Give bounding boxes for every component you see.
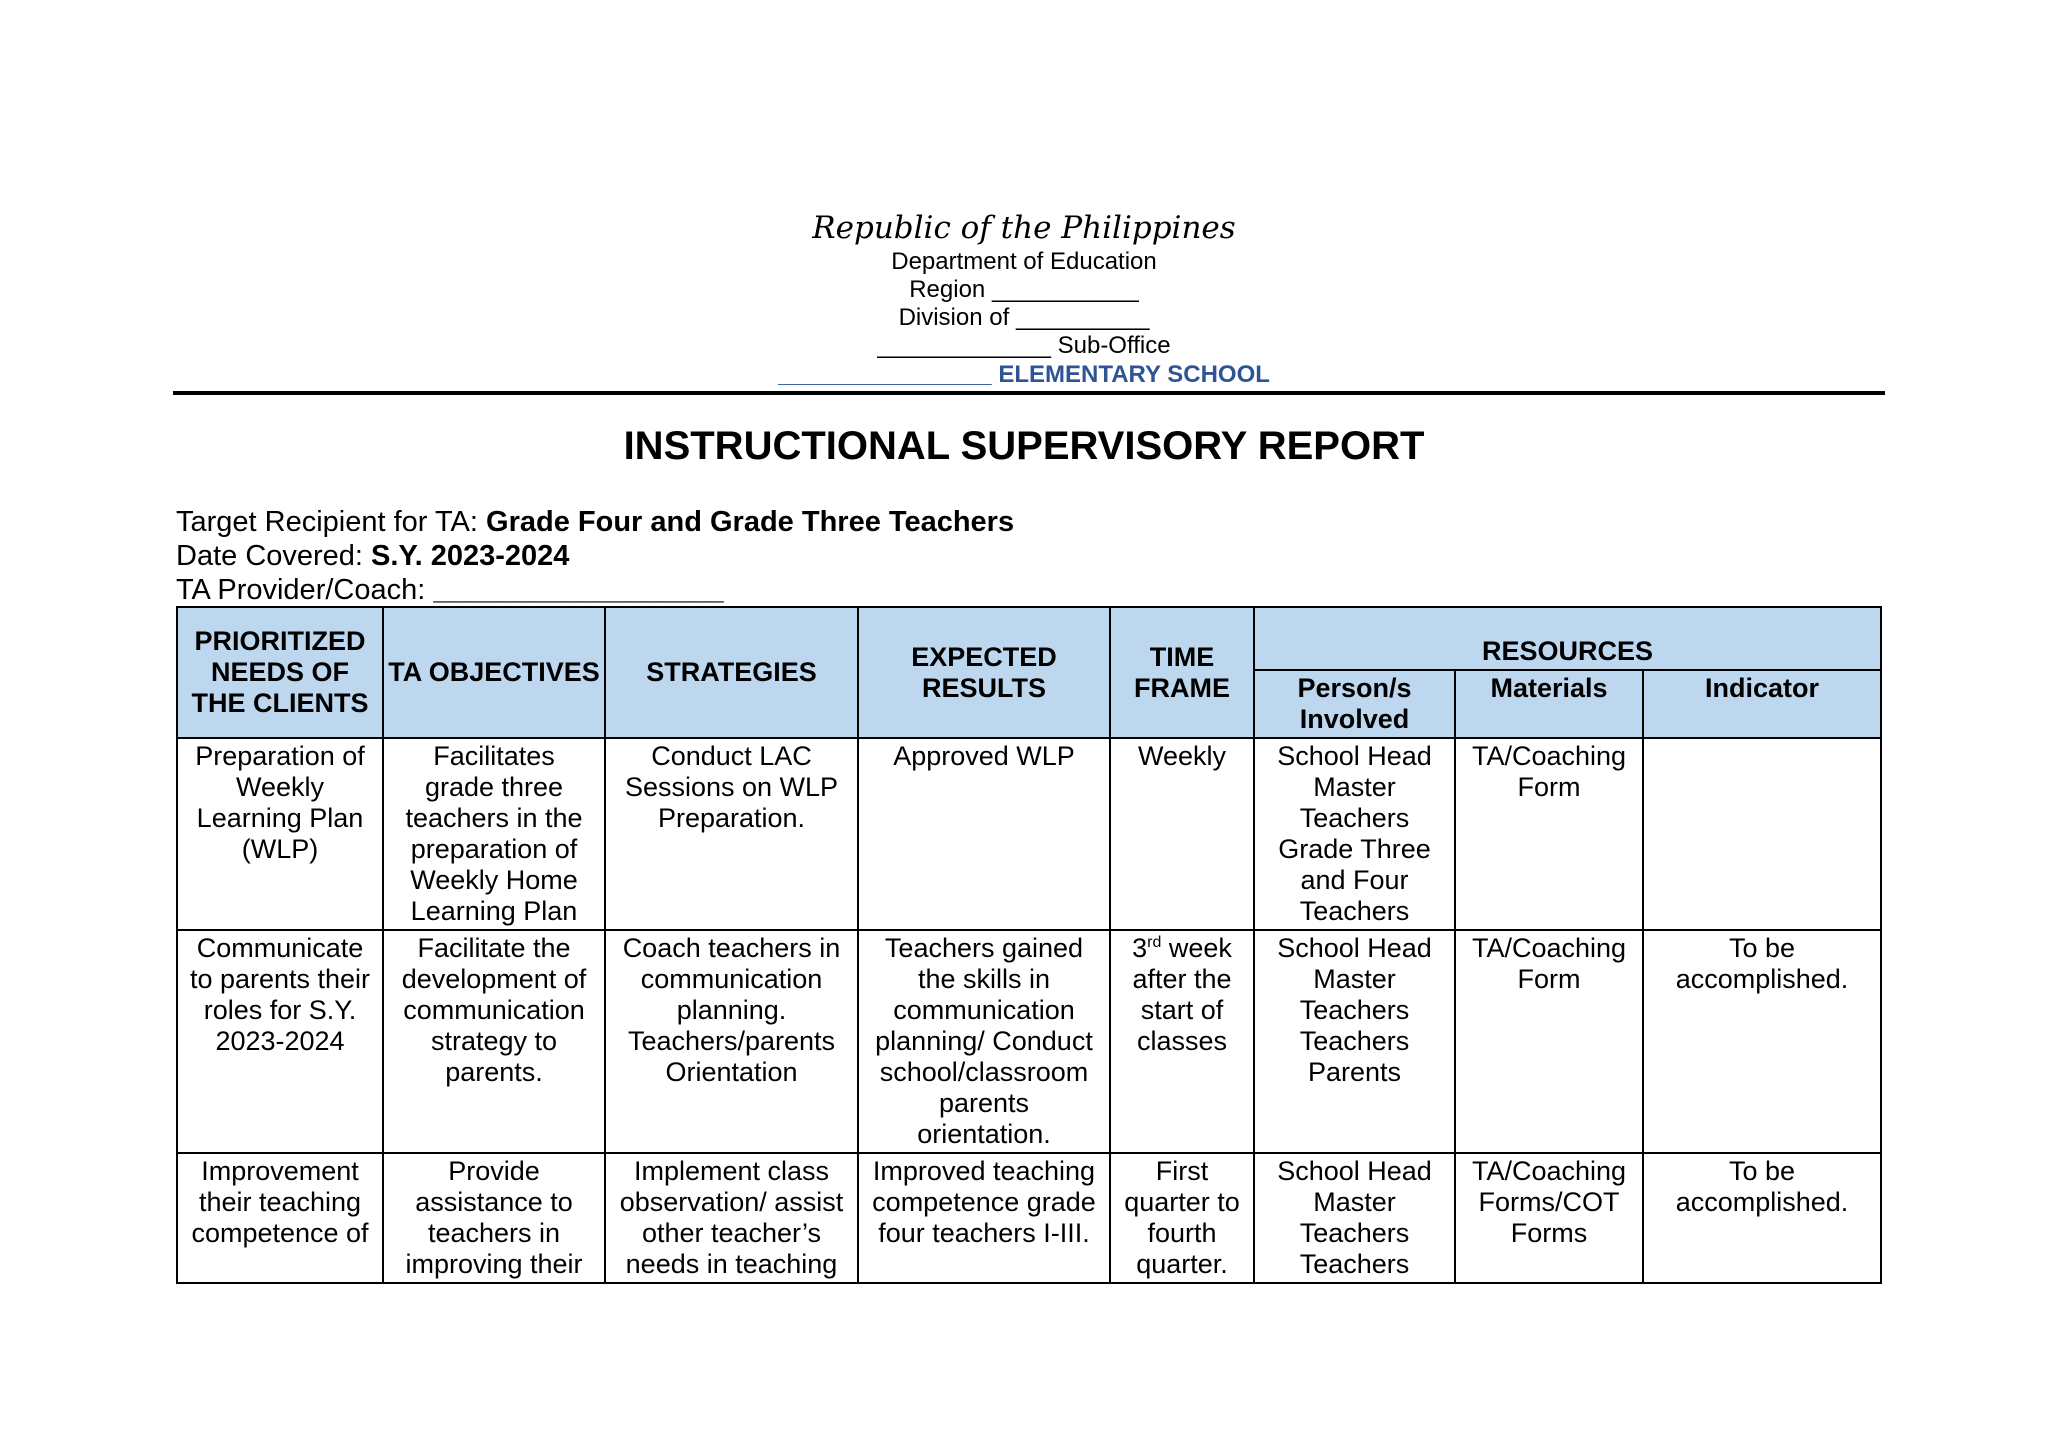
date-label: Date Covered: [176,540,372,572]
provider-line [176,573,1014,607]
header-strategies: STRATEGIES [605,607,858,738]
school-blank: ________________ [778,361,992,388]
school-label: ELEMENTARY SCHOOL [998,361,1270,388]
table-row [177,930,1881,1153]
recipient-value: Grade Four and Grade Three Teachers [486,506,1015,538]
letterhead [0,208,2048,390]
department-line: Department of Education [891,248,1157,275]
cell-indicator [1643,738,1881,930]
recipient-line [176,505,1014,539]
cell-strategies: Implement class observation/ assist other teacher’s needs in teaching [605,1153,858,1283]
cell-timeframe: First quarter to fourth quarter. [1110,1153,1254,1283]
cell-persons: School Head Master Teachers Teachers [1254,1153,1455,1283]
provider-value: __________________ [433,574,724,606]
header-materials: Materials [1455,670,1643,738]
school-line [0,360,2048,390]
header-results: EXPECTED RESULTS [858,607,1110,738]
cell-strategies: Coach teachers in communication planning. Teachers/parents Orientation [605,930,858,1153]
cell-results: Improved teaching competence grade four teachers I-III. [858,1153,1110,1283]
supervisory-table [176,606,1882,1284]
republic-line: Republic of the Philippines [812,210,1236,246]
timeframe-ordinal: 3 [1132,933,1148,963]
cell-needs: Improvement their teaching competence of [177,1153,383,1283]
table-row [177,738,1881,930]
division-line: Division of __________ [898,304,1150,331]
header-resources: RESOURCES [1254,607,1881,670]
timeframe-rest: week after the start of classes [1132,933,1232,1056]
cell-persons: School Head Master Teachers Grade Three and Four Teachers [1254,738,1455,930]
header-persons: Person/s Involved [1254,670,1455,738]
date-line [176,539,1014,573]
recipient-label: Target Recipient for TA: [176,506,487,538]
sub-office-line: _____________ Sub-Office [877,332,1171,359]
cell-materials: TA/Coaching Forms/COT Forms [1455,1153,1643,1283]
cell-objectives: Facilitate the development of communication strategy to parents. [383,930,605,1153]
cell-needs: Communicate to parents their roles for S.Y. 2023-2024 [177,930,383,1153]
cell-objectives: Facilitates grade three teachers in the preparation of Weekly Home Learning Plan [383,738,605,930]
header-divider [173,391,1885,395]
cell-materials: TA/Coaching Form [1455,930,1643,1153]
cell-objectives: Provide assistance to teachers in improving their [383,1153,605,1283]
header-objectives: TA OBJECTIVES [383,607,605,738]
cell-timeframe [1110,930,1254,1153]
cell-persons: School Head Master Teachers Teachers Parents [1254,930,1455,1153]
cell-indicator: To be accomplished. [1643,1153,1881,1283]
cell-needs: Preparation of Weekly Learning Plan (WLP) [177,738,383,930]
header-indicator: Indicator [1643,670,1881,738]
region-line: Region ___________ [909,276,1139,303]
timeframe-suffix: rd [1147,934,1162,951]
table-row [177,1153,1881,1283]
cell-timeframe: Weekly [1110,738,1254,930]
cell-materials: TA/Coaching Form [1455,738,1643,930]
cell-strategies: Conduct LAC Sessions on WLP Preparation. [605,738,858,930]
date-value: S.Y. 2023-2024 [371,540,570,572]
report-title: INSTRUCTIONAL SUPERVISORY REPORT [623,424,1425,468]
cell-results: Teachers gained the skills in communication planning/ Conduct school/classroom parents orientation. [858,930,1110,1153]
header-needs: PRIORITIZED NEEDS OF THE CLIENTS [177,607,383,738]
cell-results: Approved WLP [858,738,1110,930]
report-meta [176,505,1014,607]
cell-indicator: To be accomplished. [1643,930,1881,1153]
header-timeframe: TIME FRAME [1110,607,1254,738]
provider-label: TA Provider/Coach: [176,574,434,606]
